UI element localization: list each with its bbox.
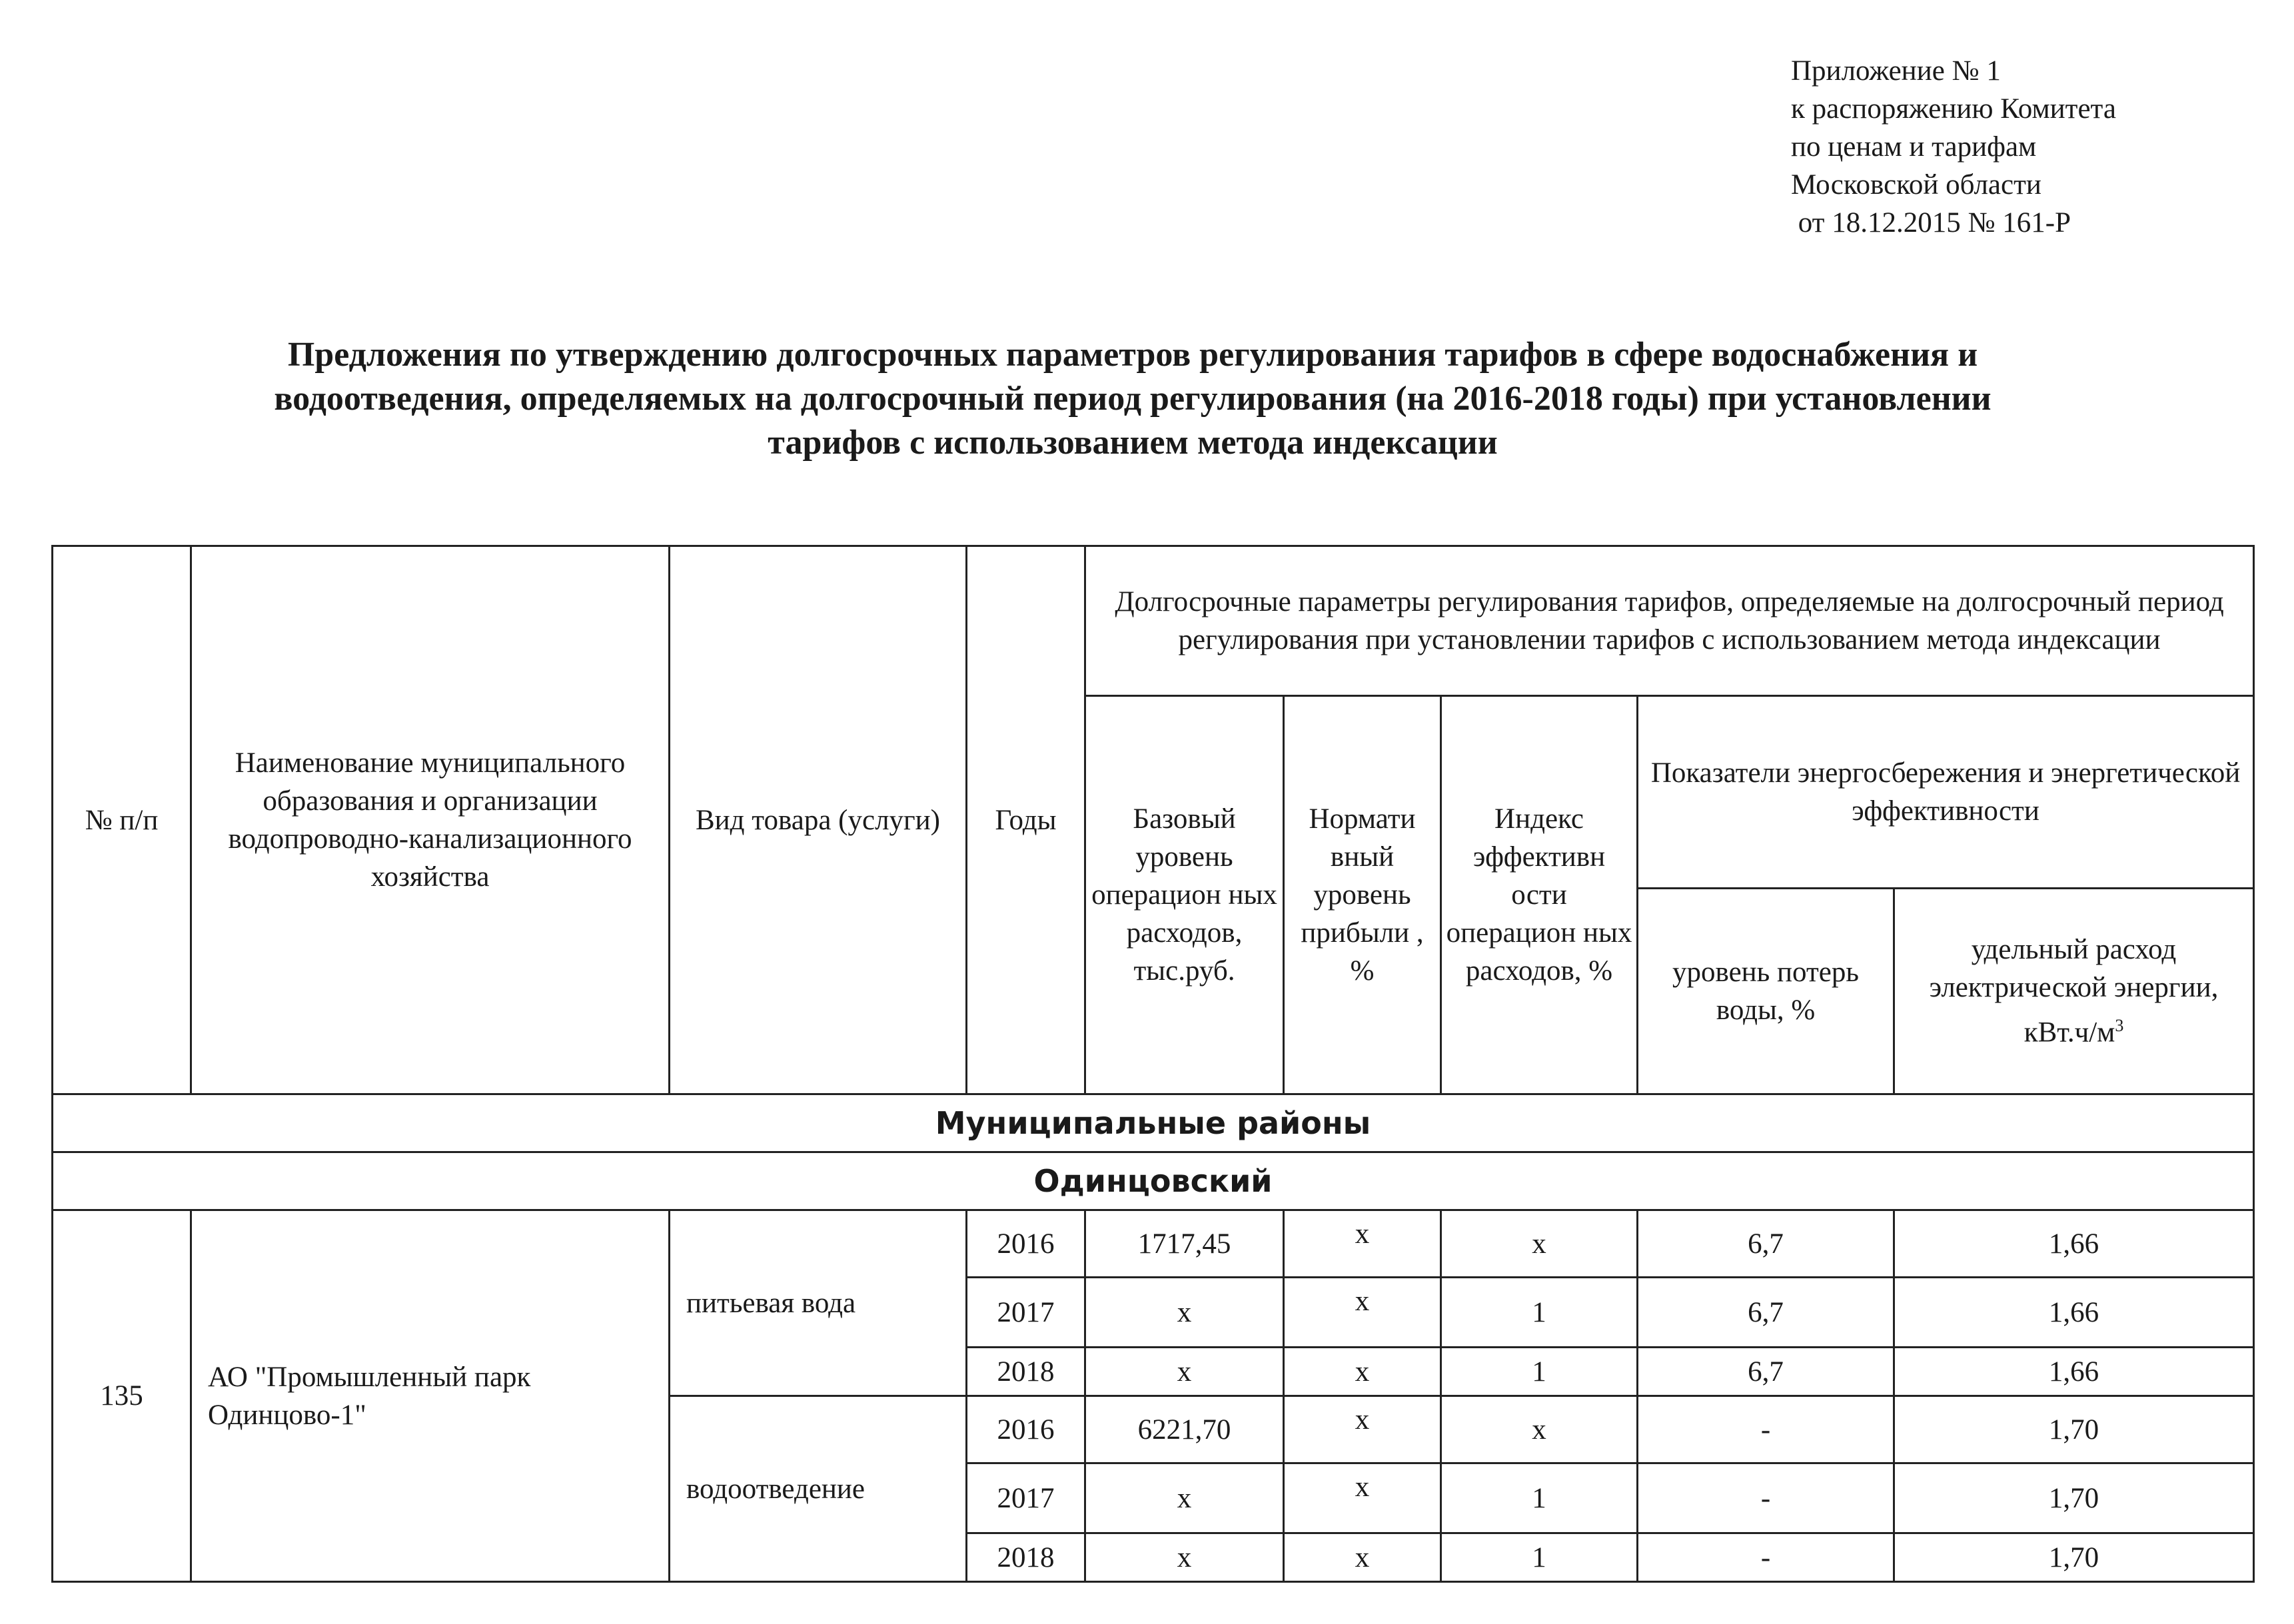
cell-index: х xyxy=(1441,1210,1638,1278)
header-energy-group: Показатели энергосбережения и энергетической эффективности xyxy=(1638,696,2254,889)
header-profit: Нормати вный уровень прибыли , % xyxy=(1284,696,1441,1094)
document-title xyxy=(80,333,2185,465)
header-losses: уровень потерь воды, % xyxy=(1638,889,1894,1094)
cell-profit: х xyxy=(1284,1348,1441,1396)
cell-losses: - xyxy=(1638,1396,1894,1463)
header-num: № п/п xyxy=(53,546,191,1094)
cell-profit: х xyxy=(1284,1210,1441,1278)
cell-base: х xyxy=(1085,1348,1284,1396)
cell-year: 2017 xyxy=(967,1278,1085,1348)
cell-base: х xyxy=(1085,1463,1284,1533)
entry-org: АО "Промышленный парк Одинцово-1" xyxy=(191,1210,670,1582)
appendix-line: к распоряжению Комитета xyxy=(1791,93,2116,125)
header-power xyxy=(1894,889,2254,1094)
cell-profit: х xyxy=(1284,1463,1441,1533)
title-line: Предложения по утверждению долгосрочных параметров регулирования тарифов в сфере водоснабжения и xyxy=(287,336,1978,374)
appendix-line: от 18.12.2015 № 161-Р xyxy=(1791,207,2071,238)
cell-power: 1,66 xyxy=(1894,1348,2254,1396)
cell-base: х xyxy=(1085,1533,1284,1582)
appendix-line: Приложение № 1 xyxy=(1791,55,2001,87)
table-row xyxy=(53,1210,2254,1278)
appendix-line: по ценам и тарифам xyxy=(1791,131,2037,163)
cell-base: х xyxy=(1085,1278,1284,1348)
cell-losses: 6,7 xyxy=(1638,1278,1894,1348)
header-index: Индекс эффективн ости операцион ных расходов, % xyxy=(1441,696,1638,1094)
product-name: водоотведение xyxy=(670,1396,967,1582)
district-label: Одинцовский xyxy=(53,1152,2254,1210)
cell-power: 1,70 xyxy=(1894,1463,2254,1533)
cell-power: 1,66 xyxy=(1894,1210,2254,1278)
cell-year: 2017 xyxy=(967,1463,1085,1533)
cell-losses: 6,7 xyxy=(1638,1210,1894,1278)
cell-power: 1,66 xyxy=(1894,1278,2254,1348)
section-row xyxy=(53,1094,2254,1152)
cell-power: 1,70 xyxy=(1894,1533,2254,1582)
appendix-line: Московской области xyxy=(1791,169,2041,201)
entry-num: 135 xyxy=(53,1210,191,1582)
cell-year: 2018 xyxy=(967,1533,1085,1582)
tariff-table xyxy=(51,545,2255,1583)
cell-index: 1 xyxy=(1441,1278,1638,1348)
cell-base: 1717,45 xyxy=(1085,1210,1284,1278)
section-label: Муниципальные районы xyxy=(53,1094,2254,1152)
header-product: Вид товара (услуги) xyxy=(670,546,967,1094)
cell-index: 1 xyxy=(1441,1533,1638,1582)
header-power-text: удельный расход электрической энергии, кВт.ч/м xyxy=(1929,934,2219,1048)
header-row xyxy=(53,546,2254,696)
product-name: питьевая вода xyxy=(670,1210,967,1396)
cell-index: х xyxy=(1441,1396,1638,1463)
appendix-block xyxy=(1791,52,2116,242)
header-years: Годы xyxy=(967,546,1085,1094)
cell-year: 2016 xyxy=(967,1210,1085,1278)
cell-power: 1,70 xyxy=(1894,1396,2254,1463)
header-org: Наименование муниципального образования и организации водопроводно-канализационного хозяйства xyxy=(191,546,670,1094)
header-group: Долгосрочные параметры регулирования тарифов, определяемые на долгосрочный период регулирования при установлении тарифов с использованием метода индексации xyxy=(1085,546,2254,696)
header-base: Базовый уровень операцион ных расходов, тыс.руб. xyxy=(1085,696,1284,1094)
cell-losses: - xyxy=(1638,1533,1894,1582)
cell-losses: - xyxy=(1638,1463,1894,1533)
cell-year: 2016 xyxy=(967,1396,1085,1463)
header-power-sup: 3 xyxy=(2115,1016,2124,1036)
cell-profit: х xyxy=(1284,1278,1441,1348)
cell-index: 1 xyxy=(1441,1348,1638,1396)
cell-losses: 6,7 xyxy=(1638,1348,1894,1396)
cell-profit: х xyxy=(1284,1533,1441,1582)
cell-profit: х xyxy=(1284,1396,1441,1463)
cell-index: 1 xyxy=(1441,1463,1638,1533)
title-line: тарифов с использованием метода индексации xyxy=(768,424,1498,462)
cell-year: 2018 xyxy=(967,1348,1085,1396)
district-row xyxy=(53,1152,2254,1210)
cell-base: 6221,70 xyxy=(1085,1396,1284,1463)
title-line: водоотведения, определяемых на долгосрочный период регулирования (на 2016-2018 годы) при установлении xyxy=(274,380,1992,418)
